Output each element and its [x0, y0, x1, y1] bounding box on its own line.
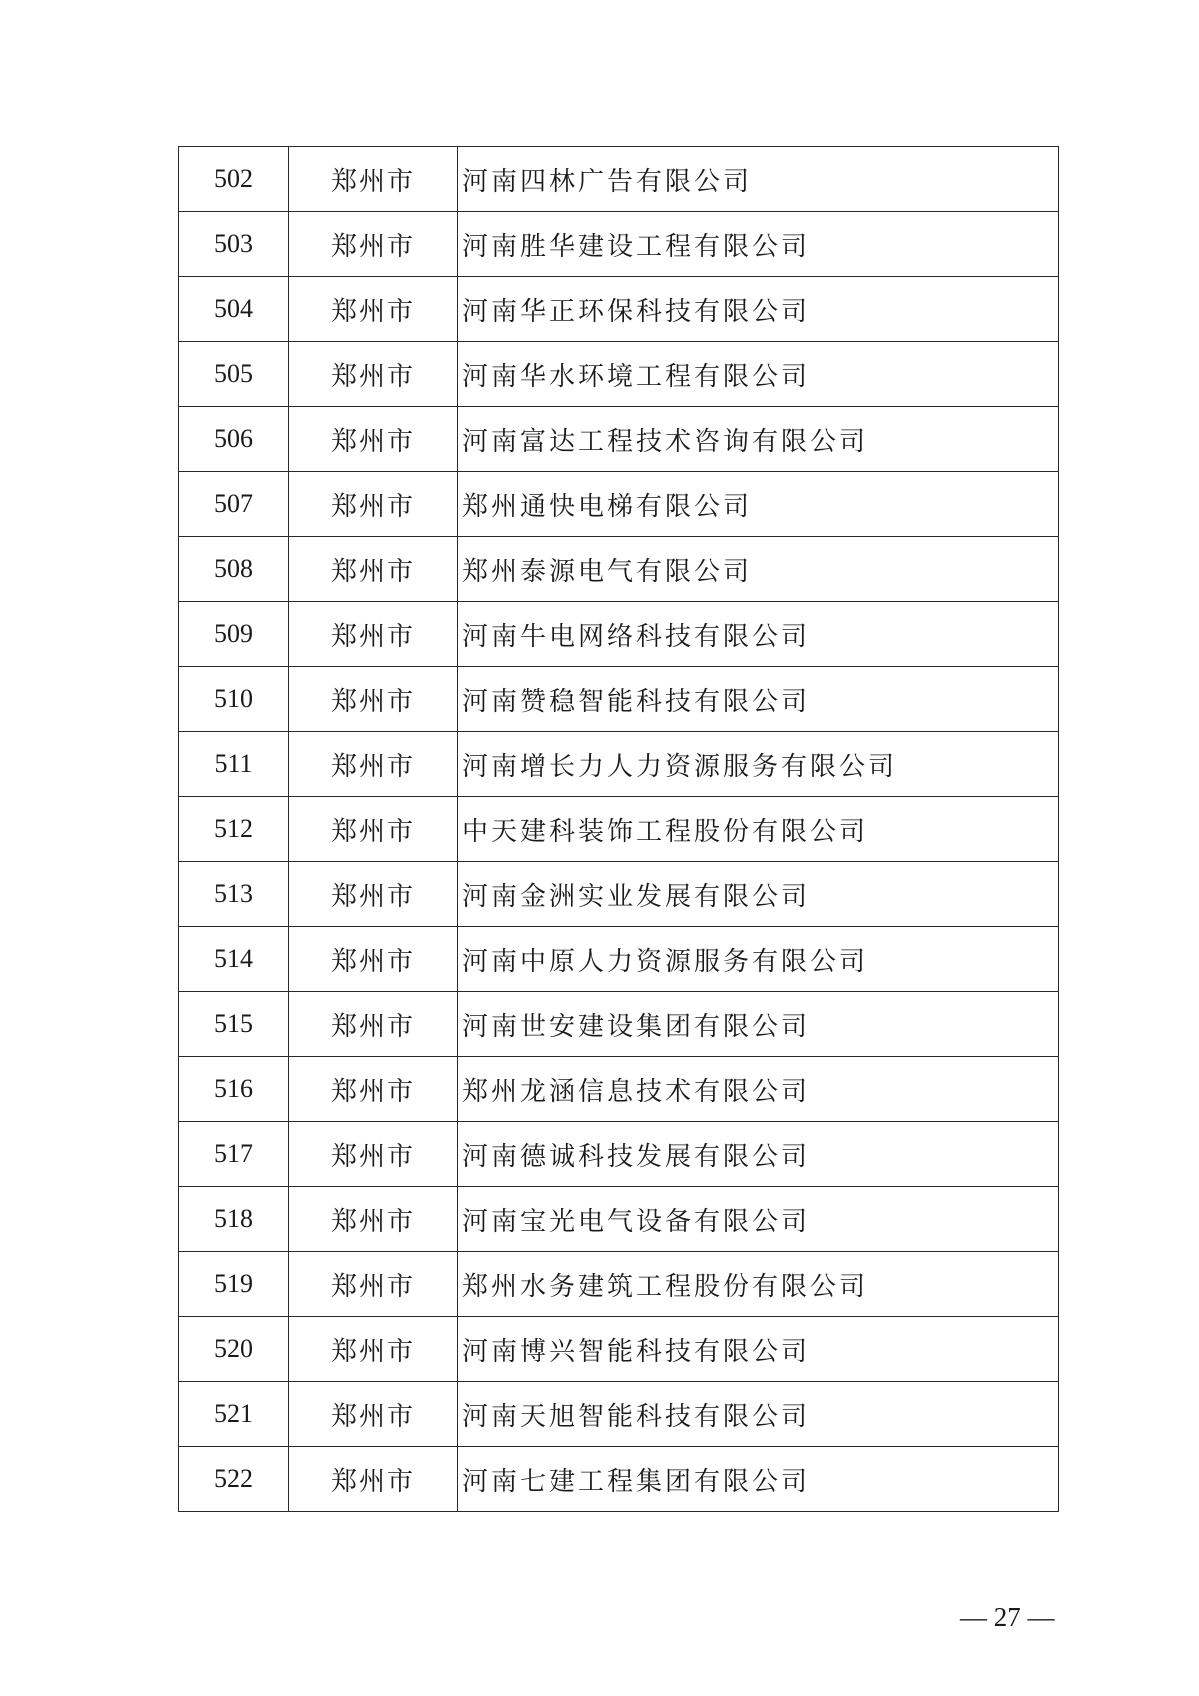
serial-number-cell: 518 [179, 1187, 289, 1252]
city-cell: 郑州市 [289, 537, 458, 602]
company-name-cell: 河南胜华建设工程有限公司 [458, 212, 1059, 277]
city-cell: 郑州市 [289, 147, 458, 212]
company-name-cell: 河南德诚科技发展有限公司 [458, 1122, 1059, 1187]
company-name-cell: 河南金洲实业发展有限公司 [458, 862, 1059, 927]
table-row [179, 732, 1059, 797]
table-row [179, 1252, 1059, 1317]
city-cell: 郑州市 [289, 1317, 458, 1382]
serial-number-cell: 520 [179, 1317, 289, 1382]
table-row [179, 277, 1059, 342]
table-row [179, 1122, 1059, 1187]
city-cell: 郑州市 [289, 1122, 458, 1187]
page-number: — 27 — [960, 1602, 1055, 1632]
city-cell: 郑州市 [289, 212, 458, 277]
company-name-cell: 河南天旭智能科技有限公司 [458, 1382, 1059, 1447]
table-row [179, 537, 1059, 602]
company-name-cell: 河南博兴智能科技有限公司 [458, 1317, 1059, 1382]
city-cell: 郑州市 [289, 992, 458, 1057]
table-row [179, 212, 1059, 277]
serial-number-cell: 519 [179, 1252, 289, 1317]
city-cell: 郑州市 [289, 407, 458, 472]
table-row [179, 1057, 1059, 1122]
city-cell: 郑州市 [289, 1382, 458, 1447]
table-row [179, 147, 1059, 212]
city-cell: 郑州市 [289, 1187, 458, 1252]
serial-number-cell: 514 [179, 927, 289, 992]
company-name-cell: 河南华水环境工程有限公司 [458, 342, 1059, 407]
company-list-table [178, 146, 1059, 1512]
table-body [179, 147, 1059, 1512]
company-name-cell: 河南七建工程集团有限公司 [458, 1447, 1059, 1512]
company-name-cell: 河南四林广告有限公司 [458, 147, 1059, 212]
company-name-cell: 河南宝光电气设备有限公司 [458, 1187, 1059, 1252]
serial-number-cell: 509 [179, 602, 289, 667]
table-row [179, 602, 1059, 667]
city-cell: 郑州市 [289, 472, 458, 537]
serial-number-cell: 510 [179, 667, 289, 732]
serial-number-cell: 515 [179, 992, 289, 1057]
serial-number-cell: 521 [179, 1382, 289, 1447]
company-name-cell: 郑州水务建筑工程股份有限公司 [458, 1252, 1059, 1317]
company-name-cell: 河南世安建设集团有限公司 [458, 992, 1059, 1057]
table-row [179, 1382, 1059, 1447]
serial-number-cell: 516 [179, 1057, 289, 1122]
company-name-cell: 河南赞稳智能科技有限公司 [458, 667, 1059, 732]
city-cell: 郑州市 [289, 862, 458, 927]
city-cell: 郑州市 [289, 602, 458, 667]
table-row [179, 1447, 1059, 1512]
serial-number-cell: 511 [179, 732, 289, 797]
company-name-cell: 河南增长力人力资源服务有限公司 [458, 732, 1059, 797]
table-row [179, 797, 1059, 862]
table-row [179, 927, 1059, 992]
serial-number-cell: 505 [179, 342, 289, 407]
serial-number-cell: 512 [179, 797, 289, 862]
serial-number-cell: 513 [179, 862, 289, 927]
table-row [179, 407, 1059, 472]
company-name-cell: 河南华正环保科技有限公司 [458, 277, 1059, 342]
serial-number-cell: 503 [179, 212, 289, 277]
table-row [179, 342, 1059, 407]
city-cell: 郑州市 [289, 797, 458, 862]
table-row [179, 992, 1059, 1057]
city-cell: 郑州市 [289, 1057, 458, 1122]
company-name-cell: 河南富达工程技术咨询有限公司 [458, 407, 1059, 472]
table-row [179, 1317, 1059, 1382]
table-row [179, 862, 1059, 927]
company-name-cell: 郑州泰源电气有限公司 [458, 537, 1059, 602]
city-cell: 郑州市 [289, 342, 458, 407]
table-row [179, 472, 1059, 537]
city-cell: 郑州市 [289, 927, 458, 992]
serial-number-cell: 504 [179, 277, 289, 342]
company-name-cell: 中天建科装饰工程股份有限公司 [458, 797, 1059, 862]
serial-number-cell: 517 [179, 1122, 289, 1187]
table-row [179, 1187, 1059, 1252]
table-row [179, 667, 1059, 732]
company-name-cell: 河南牛电网络科技有限公司 [458, 602, 1059, 667]
serial-number-cell: 507 [179, 472, 289, 537]
serial-number-cell: 508 [179, 537, 289, 602]
city-cell: 郑州市 [289, 1447, 458, 1512]
company-name-cell: 河南中原人力资源服务有限公司 [458, 927, 1059, 992]
company-name-cell: 郑州通快电梯有限公司 [458, 472, 1059, 537]
city-cell: 郑州市 [289, 277, 458, 342]
company-name-cell: 郑州龙涵信息技术有限公司 [458, 1057, 1059, 1122]
city-cell: 郑州市 [289, 667, 458, 732]
serial-number-cell: 506 [179, 407, 289, 472]
serial-number-cell: 522 [179, 1447, 289, 1512]
serial-number-cell: 502 [179, 147, 289, 212]
city-cell: 郑州市 [289, 732, 458, 797]
city-cell: 郑州市 [289, 1252, 458, 1317]
